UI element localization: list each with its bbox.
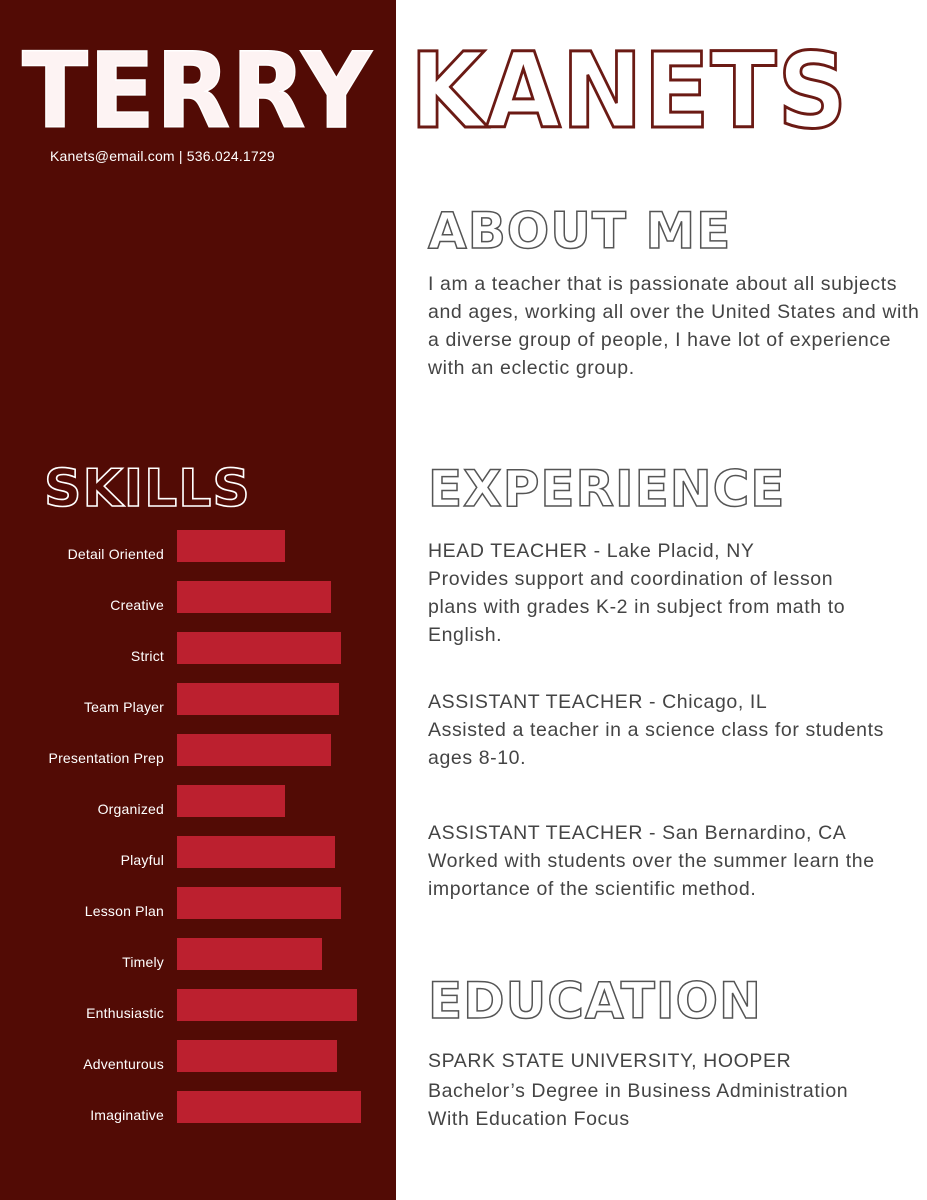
- experience-item: [428, 689, 927, 772]
- education-heading: EDUCATION: [428, 972, 762, 1030]
- skill-level-bar: [177, 887, 341, 919]
- skills-list: [0, 0, 396, 1200]
- skill-level-bar: [177, 989, 357, 1021]
- skill-row: [0, 785, 396, 817]
- skill-label: Presentation Prep: [48, 750, 164, 766]
- skill-label: Adventurous: [83, 1056, 164, 1072]
- degree-focus: With Education Focus: [428, 1108, 630, 1130]
- skill-level-bar: [177, 1040, 337, 1072]
- skill-label: Detail Oriented: [67, 546, 164, 562]
- education-item: [428, 1048, 927, 1133]
- job-title: ASSISTANT TEACHER - San Bernardino, CA: [428, 822, 847, 844]
- skill-row: [0, 887, 396, 919]
- skill-row: [0, 530, 396, 562]
- skill-level-bar: [177, 938, 322, 970]
- skill-level-bar: [177, 683, 339, 715]
- skills-heading: SKILLS: [44, 459, 251, 519]
- skill-label: Enthusiastic: [86, 1005, 164, 1021]
- job-description: Provides support and coordination of lesson plans with grades K-2 in subject from math to English.: [428, 568, 846, 646]
- skill-label: Strict: [130, 648, 164, 664]
- skill-label: Lesson Plan: [84, 903, 164, 919]
- experience-item: [428, 538, 927, 649]
- skill-level-bar: [177, 530, 285, 562]
- skill-label: Creative: [110, 597, 164, 613]
- experience-item: [428, 820, 927, 903]
- job-title: ASSISTANT TEACHER - Chicago, IL: [428, 691, 768, 713]
- skill-level-bar: [177, 1091, 361, 1123]
- skill-level-bar: [177, 836, 335, 868]
- contact-info: Kanets@email.com | 536.024.1729: [50, 148, 275, 164]
- last-name: KANETS: [410, 30, 849, 152]
- skill-level-bar: [177, 734, 331, 766]
- skill-label: Playful: [120, 852, 164, 868]
- skill-row: [0, 938, 396, 970]
- skill-row: [0, 683, 396, 715]
- school-name: SPARK STATE UNIVERSITY, HOOPER: [428, 1050, 792, 1072]
- skill-row: [0, 734, 396, 766]
- skill-level-bar: [177, 632, 341, 664]
- job-description: Worked with students over the summer learn the importance of the scientific method.: [428, 850, 875, 900]
- skill-label: Team Player: [83, 699, 164, 715]
- skill-level-bar: [177, 785, 285, 817]
- skill-row: [0, 581, 396, 613]
- about-text: I am a teacher that is passionate about all subjects and ages, working all over the United States and with a diverse group of people, I have lot of experience with an eclectic group.: [428, 273, 920, 379]
- skill-level-bar: [177, 581, 331, 613]
- skill-row: [0, 1091, 396, 1123]
- skill-row: [0, 1040, 396, 1072]
- about-heading: ABOUT ME: [428, 202, 732, 260]
- first-name: TERRY: [22, 30, 373, 152]
- skill-label: Timely: [122, 954, 164, 970]
- skill-row: [0, 989, 396, 1021]
- experience-heading: EXPERIENCE: [428, 460, 786, 518]
- skill-label: Organized: [97, 801, 164, 817]
- skill-row: [0, 836, 396, 868]
- degree: Bachelor’s Degree in Business Administration: [428, 1080, 849, 1102]
- skill-label: Imaginative: [90, 1107, 164, 1123]
- skill-row: [0, 632, 396, 664]
- job-title: HEAD TEACHER - Lake Placid, NY: [428, 540, 755, 562]
- job-description: Assisted a teacher in a science class for students ages 8-10.: [428, 719, 884, 769]
